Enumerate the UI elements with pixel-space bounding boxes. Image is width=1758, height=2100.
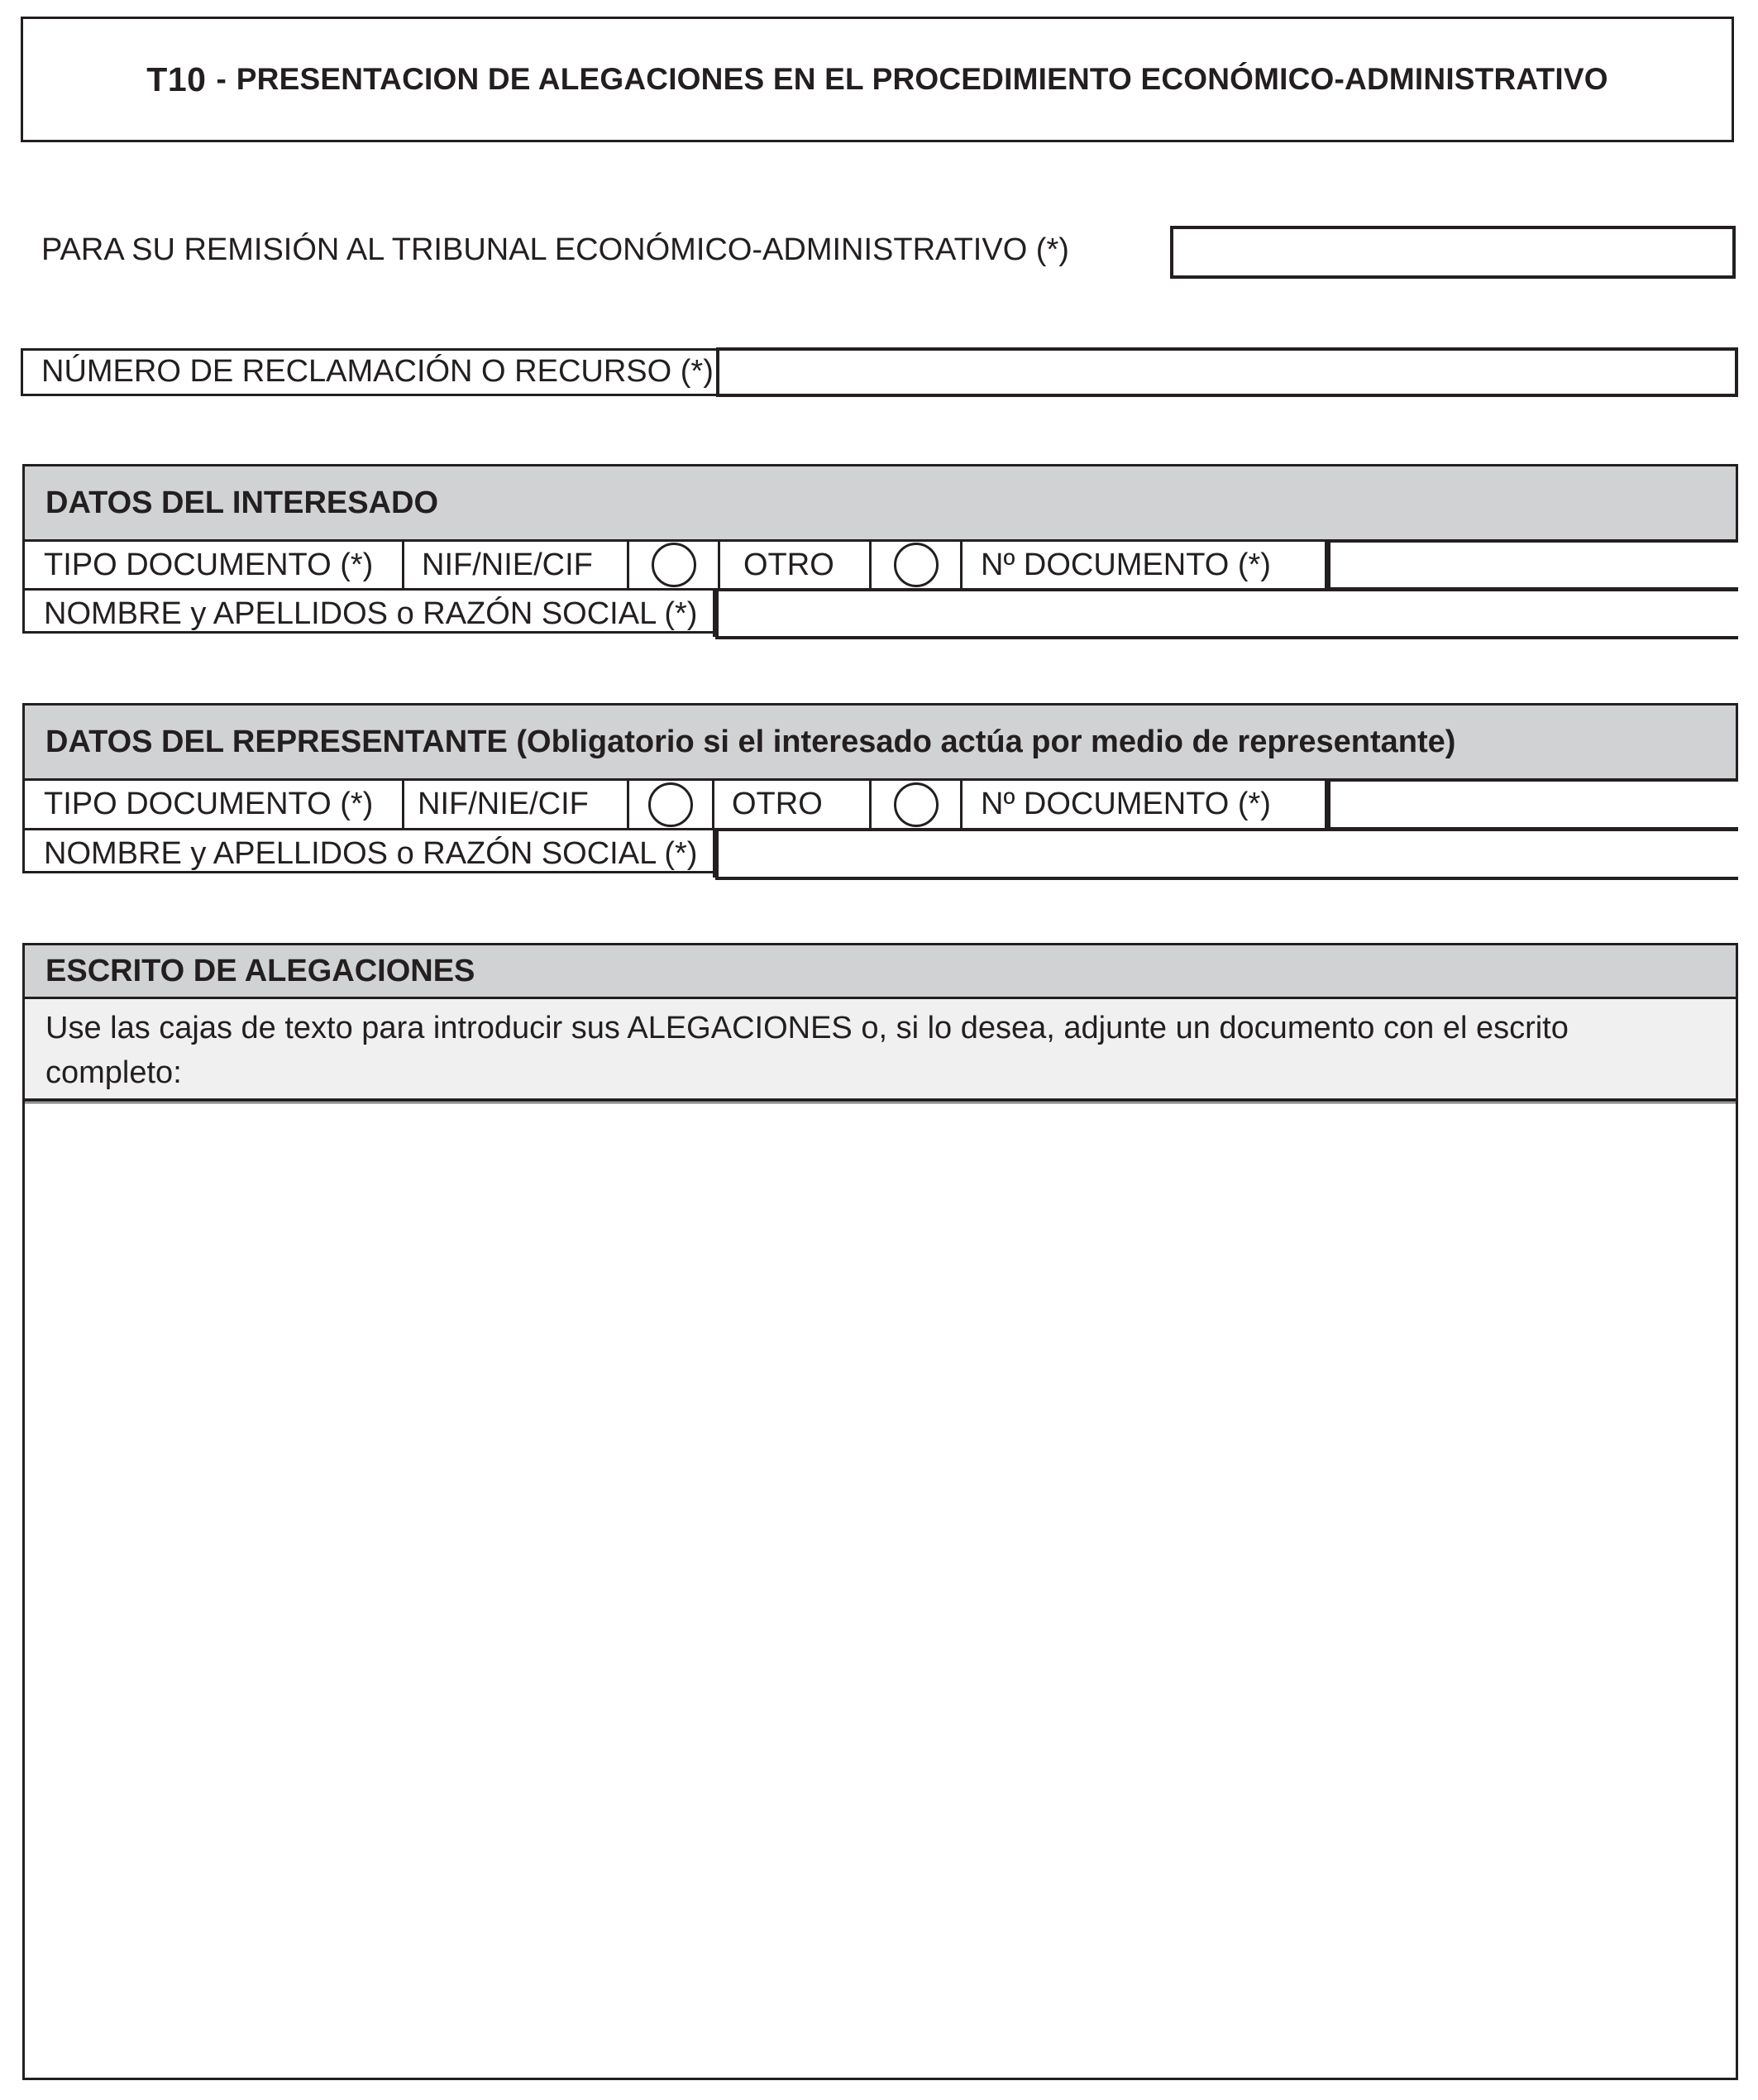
interesado-nombre-row	[25, 591, 1736, 637]
interesado-nombre-label: NOMBRE y APELLIDOS o RAZÓN SOCIAL (*)	[25, 591, 715, 637]
remision-input[interactable]	[1170, 226, 1736, 279]
interesado-otro-radio[interactable]	[894, 543, 939, 587]
alegaciones-textarea[interactable]	[25, 1103, 1736, 2078]
representante-header: DATOS DEL REPRESENTANTE (Obligatorio si el interesado actúa por medio de representante)	[25, 706, 1736, 781]
escrito-instructions	[25, 999, 1736, 1102]
escrito-header: ESCRITO DE ALEGACIONES	[25, 945, 1736, 999]
numero-reclamacion-input[interactable]	[716, 347, 1738, 397]
representante-otro-radio[interactable]	[894, 782, 939, 827]
representante-nif-option-label: NIF/NIE/CIF	[404, 781, 629, 828]
escrito-instructions-line-1: Use las cajas de texto para introducir sus ALEGACIONES o, si lo desea, adjunte un documento con el escrito	[45, 1011, 1569, 1045]
interesado-header: DATOS DEL INTERESADO	[25, 466, 1736, 542]
interesado-nif-option-label: NIF/NIE/CIF	[404, 542, 629, 588]
escrito-section	[22, 943, 1738, 2080]
numero-reclamacion-label: NÚMERO DE RECLAMACIÓN O RECURSO (*)	[41, 354, 714, 389]
representante-nombre-input[interactable]	[715, 828, 1738, 880]
representante-otro-option-label: OTRO	[714, 781, 872, 828]
interesado-nif-radio-cell	[629, 542, 720, 588]
interesado-otro-radio-cell	[872, 542, 963, 588]
form-code: T10	[146, 60, 207, 98]
representante-tipo-documento-label: TIPO DOCUMENTO (*)	[25, 781, 404, 828]
representante-section	[22, 703, 1738, 873]
title-separator: -	[216, 62, 227, 96]
interesado-otro-option-label: OTRO	[720, 542, 872, 588]
representante-documento-row	[25, 781, 1736, 830]
representante-nif-radio[interactable]	[648, 782, 693, 827]
representante-numero-documento-label: Nº DOCUMENTO (*)	[963, 781, 1327, 828]
interesado-nombre-input[interactable]	[715, 588, 1738, 639]
representante-numero-documento-input[interactable]	[1327, 778, 1738, 830]
interesado-documento-row	[25, 542, 1736, 591]
remision-label: PARA SU REMISIÓN AL TRIBUNAL ECONÓMICO-ADMINISTRATIVO (*)	[41, 232, 1069, 267]
representante-otro-radio-cell	[872, 781, 963, 828]
interesado-section	[22, 464, 1738, 634]
representante-nif-radio-cell	[629, 781, 714, 828]
form-title-box	[21, 17, 1734, 142]
escrito-instructions-line-2: completo:	[45, 1055, 182, 1090]
representante-nombre-label: NOMBRE y APELLIDOS o RAZÓN SOCIAL (*)	[25, 830, 715, 878]
interesado-tipo-documento-label: TIPO DOCUMENTO (*)	[25, 542, 404, 588]
form-title: PRESENTACION DE ALEGACIONES EN EL PROCEDIMIENTO ECONÓMICO-ADMINISTRATIVO	[236, 62, 1608, 96]
interesado-nif-radio[interactable]	[652, 543, 696, 587]
representante-nombre-row	[25, 830, 1736, 878]
interesado-numero-documento-input[interactable]	[1327, 539, 1738, 591]
interesado-numero-documento-label: Nº DOCUMENTO (*)	[963, 542, 1327, 588]
